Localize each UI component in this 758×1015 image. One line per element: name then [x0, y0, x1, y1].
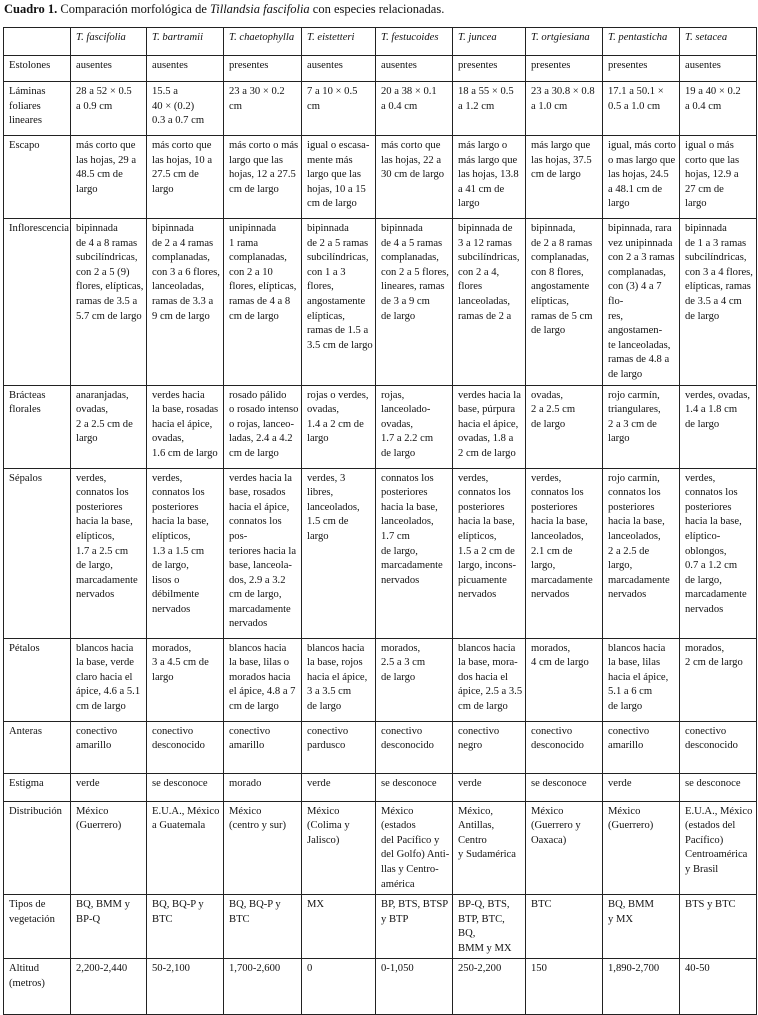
table-cell [376, 959, 453, 1015]
table-cell [453, 219, 526, 386]
table-cell [680, 82, 757, 136]
table-cell [526, 385, 603, 468]
table-cell-text: 15.5 a 40 × (0.2) 0.3 a 0.7 cm [152, 86, 205, 127]
table-cell-text: rosado pálido o rosado intenso o rojas, lanceo- ladas, 2.4 a 4.2 cm de largo [229, 389, 299, 459]
table-cell-text: 40-50 [685, 963, 710, 975]
table-cell-text: connatos los posteriores hacia la base, lanceolados, 1.7 cm de largo, marcadamente nervados [381, 472, 443, 586]
column-header: T. fascifolia [71, 28, 147, 56]
table-row [4, 219, 757, 386]
table-cell [453, 801, 526, 895]
table-cell-text: BQ, BQ-P y BTC [152, 899, 204, 925]
table-cell-text: 18 a 55 × 0.5 a 1.2 cm [458, 86, 514, 112]
table-cell-text: 0 [307, 963, 313, 975]
table-cell [376, 468, 453, 638]
table-cell [603, 56, 680, 82]
table-cell-text: bipinnada de 4 a 8 ramas subcilíndricas, con 2 a 5 (9) flores, elípticas, ramas de 3.5 a 5.7 cm de largo [76, 223, 144, 322]
table-cell-text: 50-2,100 [152, 963, 190, 975]
table-cell-text: E.U.A., México (estados del Pacífico) Centroamérica y Brasil [685, 805, 753, 875]
row-label [4, 959, 71, 1015]
table-cell-text: bipinnada, rara vez unipinnada con 2 a 3 ramas complanadas, con (3) 4 a 7 flo- res, angostamen- te lanceoladas, ramas de 4.8 a de largo [608, 223, 675, 380]
table-cell-text: más corto o más largo que las hojas, 12 a 27.5 cm de largo [229, 140, 299, 195]
table-cell [680, 219, 757, 386]
table-cell-text: verdes hacia la base, rosados hacia el ápice, connatos los pos- teriores hacia la base, lanceola- dos, 2.9 a 3.2 cm de largo, marcadamente nervados [229, 472, 297, 630]
table-cell-text: se desconoce [152, 777, 208, 789]
column-header: T. juncea [453, 28, 526, 56]
table-cell-text: bipinnada de 4 a 5 ramas complanadas, con 2 a 5 flores, lineares, ramas de 3 a 9 cm de largo [381, 223, 449, 322]
table-header-row [4, 28, 757, 56]
table-cell [526, 895, 603, 959]
table-cell-text: verdes, connatos los posteriores hacia la base, lanceolados, 2.1 cm de largo, marcadamente nervados [531, 472, 593, 601]
table-cell [680, 721, 757, 773]
table-row [4, 468, 757, 638]
table-cell [147, 385, 224, 468]
table-cell [603, 385, 680, 468]
column-header: T. bartramii [147, 28, 224, 56]
row-label-text: Inflorescencia [9, 223, 69, 234]
table-cell-text: más corto que las hojas, 22 a 30 cm de largo [381, 140, 445, 181]
table-cell-text: verdes, connatos los posteriores hacia la base, elípticos, 1.3 a 1.5 cm de largo, lisos o débilmente nervados [152, 472, 209, 615]
table-cell [71, 82, 147, 136]
table-cell-text: presentes [229, 60, 269, 71]
table-cell-text: presentes [531, 60, 571, 71]
table-caption [4, 2, 444, 16]
table-cell [302, 959, 376, 1015]
table-cell [224, 773, 302, 801]
table-cell-text: ausentes [307, 60, 343, 71]
table-cell-text: verdes, ovadas, 1.4 a 1.8 cm de largo [685, 389, 751, 430]
table-cell [224, 136, 302, 219]
table-cell [224, 959, 302, 1015]
table-cell [302, 82, 376, 136]
table-cell [603, 959, 680, 1015]
table-cell [147, 219, 224, 386]
table-body [4, 56, 757, 1015]
table-cell-text: MX [307, 899, 325, 911]
row-label [4, 468, 71, 638]
table-cell [71, 136, 147, 219]
table-cell [680, 638, 757, 721]
caption-text-after: con especies relacionadas. [309, 2, 445, 16]
table-cell [147, 638, 224, 721]
table-cell-text: 150 [531, 963, 547, 975]
table-cell-text: 250-2,200 [458, 963, 502, 975]
table-cell [526, 638, 603, 721]
table-cell [71, 56, 147, 82]
table-cell-text: blancos hacia la base, lilas o morados hacia el ápice, 4.8 a 7 cm de largo [229, 642, 296, 712]
table-cell [453, 136, 526, 219]
table-cell-text: morados, 2 cm de largo [685, 642, 743, 669]
table-cell-text: BP-Q, BTS, BTP, BTC, BQ, BMM y MX [458, 899, 512, 954]
table-cell-text: verdes, connatos los posteriores hacia la base, elípticos, 1.7 a 2.5 cm de largo, marcadamente nervados [76, 472, 138, 601]
table-cell [603, 773, 680, 801]
table-cell-text: 23 a 30 × 0.2 cm [229, 86, 285, 112]
table-cell-text: ausentes [152, 60, 188, 71]
table-cell [376, 219, 453, 386]
caption-text-before: Comparación morfológica de [57, 2, 210, 16]
table-cell [147, 801, 224, 895]
table-row [4, 895, 757, 959]
table-cell [302, 468, 376, 638]
table-cell [71, 773, 147, 801]
table-cell [302, 136, 376, 219]
table-cell [302, 721, 376, 773]
table-cell [453, 468, 526, 638]
table-cell [376, 721, 453, 773]
table-cell [603, 638, 680, 721]
table-cell [680, 468, 757, 638]
table-row [4, 959, 757, 1015]
row-label [4, 895, 71, 959]
row-label-text: Escapo [9, 140, 40, 151]
table-cell [680, 895, 757, 959]
table-cell [453, 385, 526, 468]
table-cell-text: blancos hacia la base, mora- dos hacia el ápice, 2.5 a 3.5 cm de largo [458, 642, 523, 712]
table-cell [376, 136, 453, 219]
table-cell-text: blancos hacia la base, rojos hacia el ápice, 3 a 3.5 cm de largo [307, 642, 368, 712]
table-cell-text: presentes [458, 60, 498, 71]
table-cell-text: bipinnada de 3 a 12 ramas subcilíndricas, con 2 a 4, flores lanceoladas, ramas de 2 a [458, 223, 520, 322]
table-cell [526, 773, 603, 801]
table-cell [453, 773, 526, 801]
table-cell-text: conectivo desconocido [685, 725, 738, 752]
row-label-text: Láminas foliares lineares [9, 86, 46, 127]
table-row [4, 82, 757, 136]
table-cell-text: BQ, BMM y MX [608, 899, 654, 925]
table-cell [680, 959, 757, 1015]
table-cell [224, 82, 302, 136]
column-header: T. pentasticha [603, 28, 680, 56]
row-label-text: Distribución [9, 805, 62, 817]
table-cell [147, 895, 224, 959]
table-cell [603, 82, 680, 136]
table-cell-text: 7 a 10 × 0.5 cm [307, 86, 358, 112]
table-cell [376, 56, 453, 82]
table-cell-text: verdes, connatos los posteriores hacia la base, elípticos, 1.5 a 2 cm de largo, incons- picuamente nervados [458, 472, 517, 601]
table-cell [71, 219, 147, 386]
table-cell [453, 895, 526, 959]
table-cell [376, 801, 453, 895]
table-cell [526, 136, 603, 219]
table-cell-text: anaranjadas, ovadas, 2 a 2.5 cm de largo [76, 389, 133, 445]
column-header: T. ortgiesiana [526, 28, 603, 56]
table-cell-text: verde [458, 777, 482, 789]
table-cell-text: conectivo amarillo [76, 725, 118, 752]
table-row [4, 638, 757, 721]
table-cell [224, 895, 302, 959]
table-cell [147, 136, 224, 219]
table-row [4, 56, 757, 82]
row-label-text: Estolones [9, 60, 51, 71]
table-cell-text: conectivo desconocido [531, 725, 584, 752]
table-cell [603, 219, 680, 386]
table-cell-text: 1,700-2,600 [229, 963, 281, 975]
row-label-text: Estigma [9, 777, 44, 789]
table-cell-text: morados, 4 cm de largo [531, 642, 589, 669]
table-cell-text: bipinnada de 2 a 4 ramas complanadas, con 3 a 6 flores, lanceoladas, ramas de 3.3 a 9 cm de largo [152, 223, 220, 322]
table-cell-text: 17.1 a 50.1 × 0.5 a 1.0 cm [608, 86, 664, 112]
table-cell-text: verde [307, 777, 331, 789]
table-cell-text: bipinnada de 1 a 3 ramas subcilíndricas, con 3 a 4 flores, elípticas, ramas de 3.5 a 4 cm de largo [685, 223, 753, 322]
table-cell [453, 638, 526, 721]
table-cell-text: México (centro y sur) [229, 805, 287, 832]
table-cell-text: conectivo desconocido [381, 725, 434, 752]
table-cell [71, 895, 147, 959]
table-cell [453, 56, 526, 82]
table-cell [71, 468, 147, 638]
table-cell-text: E.U.A., México a Guatemala [152, 805, 220, 832]
table-cell-text: 28 a 52 × 0.5 a 0.9 cm [76, 86, 132, 112]
table-cell [526, 721, 603, 773]
table-cell [453, 82, 526, 136]
table-cell-text: BP, BTS, BTSP y BTP [381, 899, 449, 925]
table-cell [147, 773, 224, 801]
table-cell-text: rojo carmín, triangulares, 2 a 3 cm de largo [608, 389, 661, 445]
table-cell [526, 56, 603, 82]
table-cell [603, 895, 680, 959]
table-cell-text: BQ, BQ-P y BTC [229, 899, 281, 925]
table-cell [526, 468, 603, 638]
caption-species: Tillandsia fascifolia [210, 2, 310, 16]
row-label [4, 56, 71, 82]
table-cell [71, 721, 147, 773]
table-cell [453, 721, 526, 773]
table-cell-text: bipinnada, de 2 a 8 ramas complanadas, con 8 flores, angostamente elípticas, ramas de 5 cm de largo [531, 223, 593, 337]
table-cell-text: se desconoce [531, 777, 587, 789]
table-cell-text: igual o escasa- mente más largo que las hojas, 10 a 15 cm de largo [307, 140, 370, 210]
table-cell [224, 385, 302, 468]
table-cell [680, 773, 757, 801]
column-header: T. festucoides [376, 28, 453, 56]
column-header: T. setacea [680, 28, 757, 56]
table-row [4, 136, 757, 219]
table-cell-text: más corto que las hojas, 10 a 27.5 cm de largo [152, 140, 213, 195]
table-cell [71, 385, 147, 468]
table-cell-text: blancos hacia la base, lilas hacia el ápice, 5.1 a 6 cm de largo [608, 642, 669, 712]
table-cell-text: México (Colima y Jalisco) [307, 805, 350, 846]
table-cell-text: más largo que las hojas, 37.5 cm de largo [531, 140, 592, 181]
table-cell [302, 895, 376, 959]
row-label [4, 385, 71, 468]
table-cell-text: conectivo negro [458, 725, 500, 752]
table-cell-text: verdes hacia la base, rosadas hacia el ápice, ovadas, 1.6 cm de largo [152, 389, 219, 459]
row-label-text: Brácteas florales [9, 389, 46, 416]
row-label [4, 82, 71, 136]
table-cell-text: 19 a 40 × 0.2 a 0.4 cm [685, 86, 741, 112]
row-label [4, 219, 71, 386]
column-header: T. chaetophylla [224, 28, 302, 56]
table-cell [526, 82, 603, 136]
table-cell-text: verde [608, 777, 632, 789]
table-cell [147, 82, 224, 136]
table-cell [603, 136, 680, 219]
table-cell-text: morados, 3 a 4.5 cm de largo [152, 642, 209, 683]
table-cell [376, 82, 453, 136]
table-cell-text: 23 a 30.8 × 0.8 a 1.0 cm [531, 86, 595, 112]
table-cell [376, 773, 453, 801]
table-cell [302, 56, 376, 82]
table-cell [147, 959, 224, 1015]
table-cell-text: 20 a 38 × 0.1 a 0.4 cm [381, 86, 437, 112]
table-cell-text: blancos hacia la base, verde claro hacia el ápice, 4.6 a 5.1 cm de largo [76, 642, 141, 712]
corner-cell [4, 28, 71, 56]
table-cell-text: México (estados del Pacífico y del Golfo) Anti- llas y Centro- américa [381, 805, 450, 890]
table-cell [680, 56, 757, 82]
table-cell [224, 468, 302, 638]
row-label [4, 136, 71, 219]
table-cell-text: unipinnada 1 rama complanadas, con 2 a 10 flores, elípticas, ramas de 4 a 8 cm de largo [229, 223, 297, 322]
row-label [4, 773, 71, 801]
table-cell-text: más corto que las hojas, 29 a 48.5 cm de largo [76, 140, 137, 195]
table-cell-text: bipinnada de 2 a 5 ramas subcilíndricas, con 1 a 3 flores, angostamente elípticas, ramas de 1.5 a 3.5 cm de largo [307, 223, 373, 351]
table-cell [302, 773, 376, 801]
table-cell-text: verdes, connatos los posteriores hacia la base, elíptico- oblongos, 0.7 a 1.2 cm de largo, marcadamente nervados [685, 472, 747, 615]
table-cell [224, 721, 302, 773]
row-label-text: Tipos de vegetación [9, 899, 55, 925]
table-cell [526, 959, 603, 1015]
row-label-text: Sépalos [9, 472, 42, 484]
table-cell-text: rojas, lanceolado- ovadas, 1.7 a 2.2 cm de largo [381, 389, 434, 459]
table-cell-text: más largo o más largo que las hojas, 13.8 a 41 cm de largo [458, 140, 519, 210]
table-cell [71, 638, 147, 721]
table-cell-text: México (Guerrero) [76, 805, 122, 832]
table-cell-text: México (Guerrero) [608, 805, 654, 832]
table-cell-text: ausentes [381, 60, 417, 71]
table-cell [302, 801, 376, 895]
table-cell-text: 2,200-2,440 [76, 963, 128, 975]
table-cell [603, 801, 680, 895]
table-cell [376, 385, 453, 468]
table-cell [147, 468, 224, 638]
table-cell-text: México, Antillas, Centro y Sudamérica [458, 805, 516, 861]
table-cell [302, 219, 376, 386]
table-cell [680, 136, 757, 219]
table-row [4, 721, 757, 773]
table-cell [224, 801, 302, 895]
row-label [4, 801, 71, 895]
table-cell-text: BTS y BTC [685, 899, 736, 911]
table-cell-text: presentes [608, 60, 648, 71]
table-cell [526, 801, 603, 895]
column-header: T. eistetteri [302, 28, 376, 56]
table-cell-text: 0-1,050 [381, 963, 414, 975]
table-cell-text: verdes hacia la base, púrpura hacia el ápice, ovadas, 1.8 a 2 cm de largo [458, 389, 521, 459]
table-row [4, 385, 757, 468]
caption-label: Cuadro 1. [4, 2, 58, 16]
table-cell [224, 56, 302, 82]
table-cell [71, 959, 147, 1015]
table-cell-text: conectivo amarillo [608, 725, 650, 752]
table-row [4, 801, 757, 895]
table-cell [603, 468, 680, 638]
table-cell-text: BTC [531, 899, 552, 911]
table-cell [453, 959, 526, 1015]
table-cell-text: ovadas, 2 a 2.5 cm de largo [531, 389, 576, 430]
table-cell [376, 638, 453, 721]
table-cell [526, 219, 603, 386]
table-cell-text: México (Guerrero y Oaxaca) [531, 805, 581, 846]
table-cell-text: BQ, BMM y BP-Q [76, 899, 130, 925]
table-cell-text: conectivo amarillo [229, 725, 271, 752]
row-label [4, 721, 71, 773]
table-cell [224, 638, 302, 721]
row-label-text: Pétalos [9, 642, 40, 654]
table-cell [147, 721, 224, 773]
comparison-table [3, 27, 757, 1015]
table-cell-text: morados, 2.5 a 3 cm de largo [381, 642, 426, 683]
row-label-text: Altitud (metros) [9, 963, 45, 990]
table-cell [376, 895, 453, 959]
table-cell-text: se desconoce [685, 777, 741, 789]
table-cell [302, 638, 376, 721]
table-cell-text: conectivo pardusco [307, 725, 349, 752]
table-cell-text: 1,890-2,700 [608, 963, 660, 975]
table-cell-text: verde [76, 777, 100, 789]
table-cell-text: morado [229, 777, 262, 789]
table-cell-text: conectivo desconocido [152, 725, 205, 752]
table-cell-text: ausentes [685, 60, 721, 71]
row-label-text: Anteras [9, 725, 42, 737]
table-cell-text: verdes, 3 libres, lanceolados, 1.5 cm de largo [307, 472, 360, 542]
table-cell-text: se desconoce [381, 777, 437, 789]
row-label [4, 638, 71, 721]
table-cell-text: igual, más corto o mas largo que las hojas, 24.5 a 48.1 cm de largo [608, 140, 676, 210]
table-cell-text: igual o más corto que las hojas, 12.9 a 27 cm de largo [685, 140, 740, 210]
table-cell [224, 219, 302, 386]
table-cell-text: rojas o verdes, ovadas, 1.4 a 2 cm de largo [307, 389, 369, 445]
table-cell [603, 721, 680, 773]
table-cell-text: rojo carmín, connatos los posteriores hacia la base, lanceolados, 2 a 2.5 de largo, marcadamente nervados [608, 472, 670, 601]
table-cell-text: ausentes [76, 60, 112, 71]
table-cell [302, 385, 376, 468]
table-cell [680, 801, 757, 895]
table-row [4, 773, 757, 801]
table-cell [147, 56, 224, 82]
table-cell [680, 385, 757, 468]
table-cell [71, 801, 147, 895]
